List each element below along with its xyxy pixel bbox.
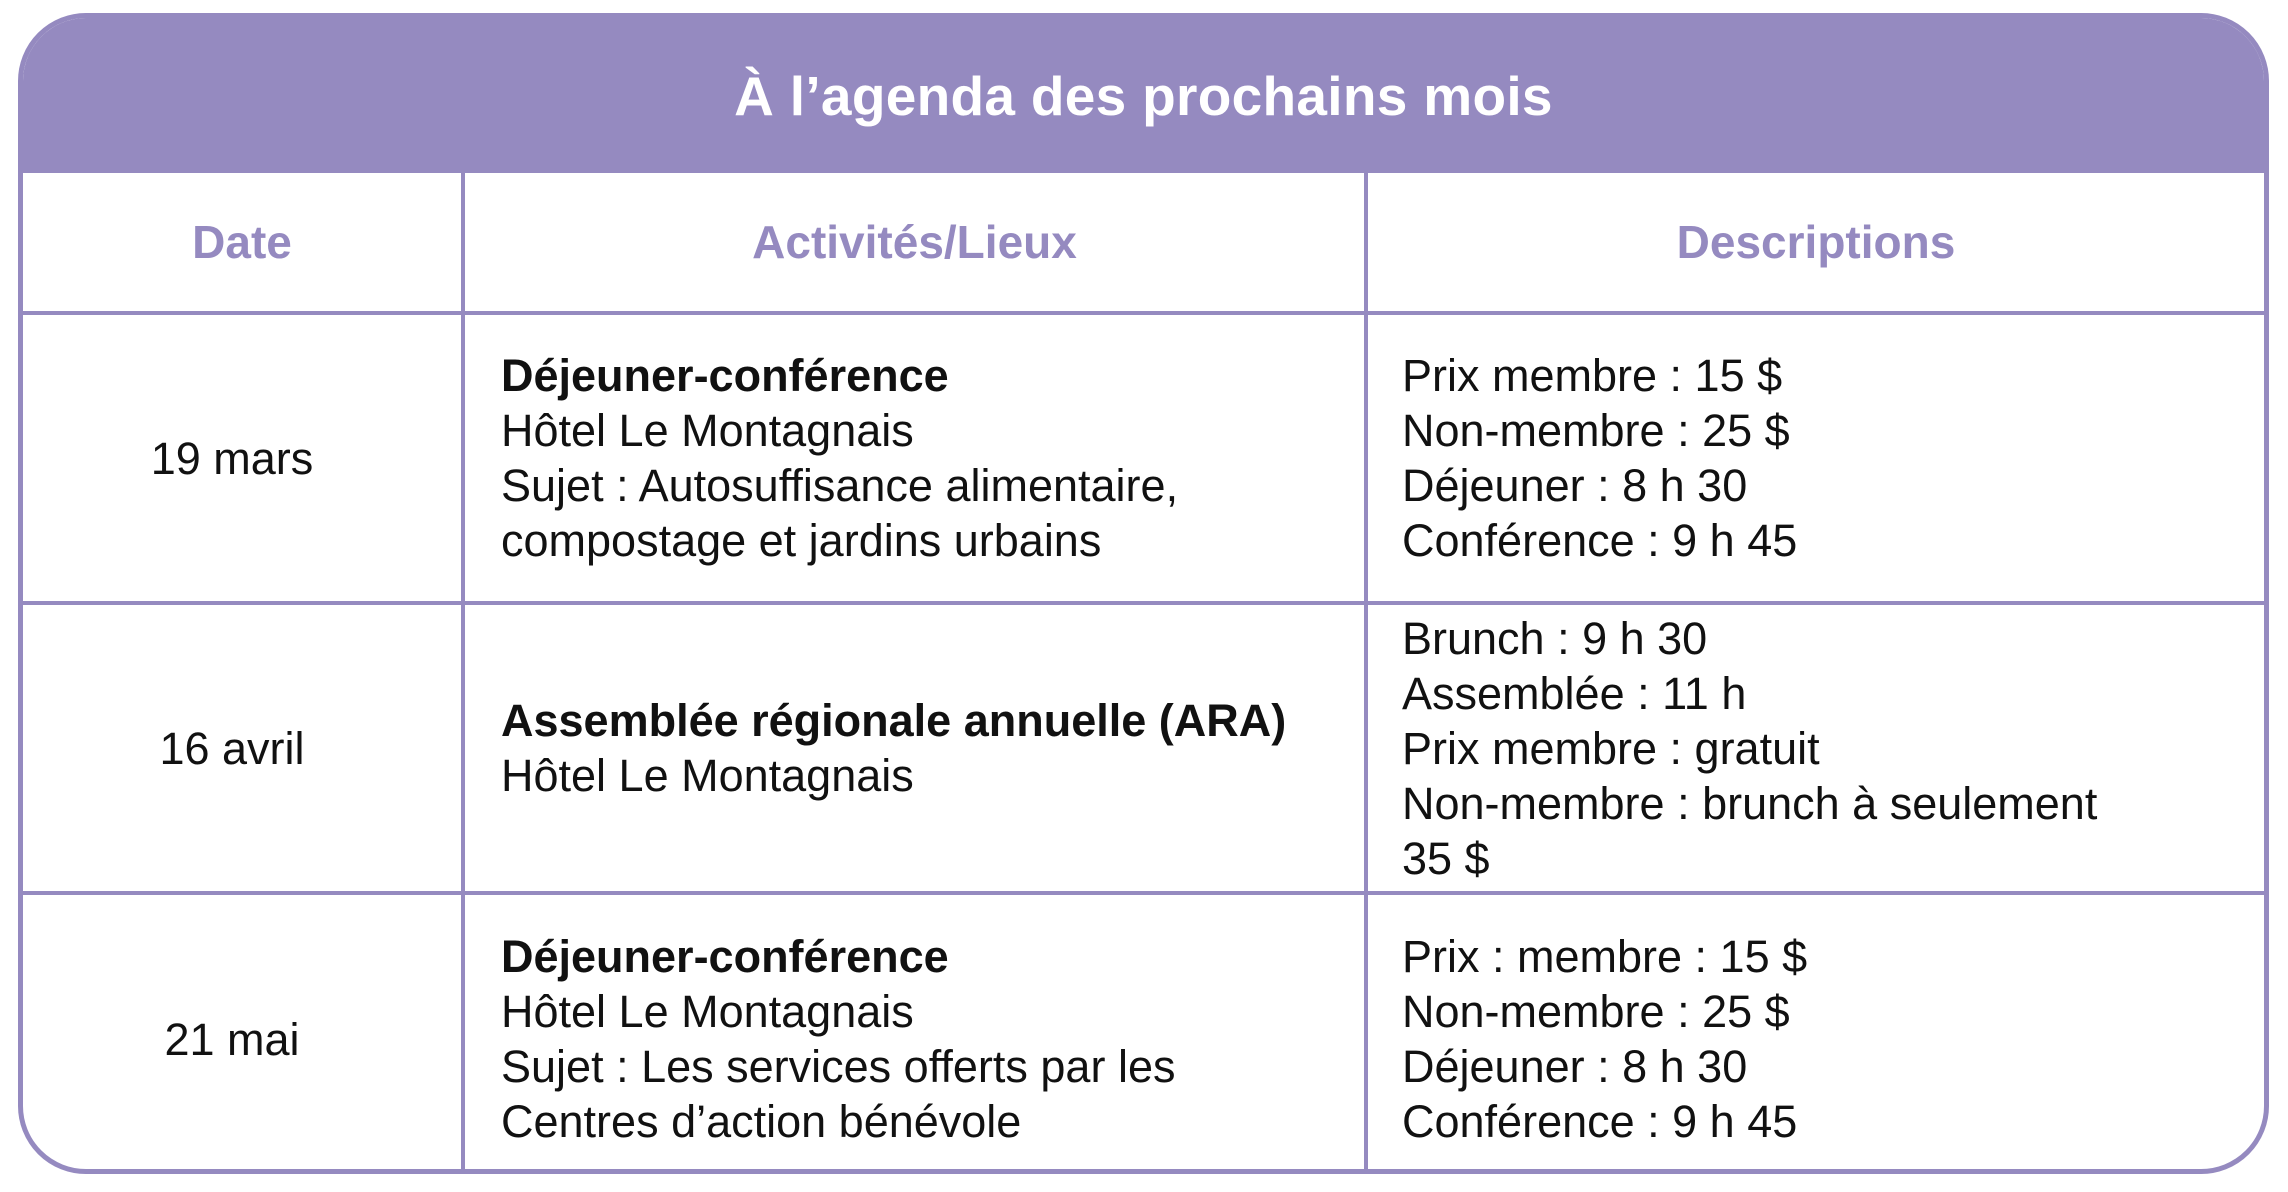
agenda-card <box>18 13 2269 1174</box>
description-line: Déjeuner : 8 h 30 <box>1402 460 1748 511</box>
description-line: Non-membre : 25 $ <box>1402 986 1790 1037</box>
activity-line: Hôtel Le Montagnais <box>501 405 914 456</box>
header-row <box>23 173 2264 313</box>
activity-line: Sujet : Autosuffisance alimentaire, <box>501 460 1179 511</box>
row-activity <box>463 313 1366 603</box>
row-activity <box>463 893 1366 1174</box>
row-description <box>1366 603 2264 893</box>
table-row <box>23 603 2264 893</box>
header-activities: Activités/Lieux <box>463 173 1366 313</box>
activity-line: compostage et jardins urbains <box>501 515 1102 566</box>
description-line: Prix membre : 15 $ <box>1402 350 1783 401</box>
row-date: 19 mars <box>23 313 463 603</box>
row-date: 21 mai <box>23 893 463 1174</box>
header-date: Date <box>23 173 463 313</box>
row-date: 16 avril <box>23 603 463 893</box>
header-descriptions: Descriptions <box>1366 173 2264 313</box>
description-line: Prix : membre : 15 $ <box>1402 931 1808 982</box>
description-line: Déjeuner : 8 h 30 <box>1402 1041 1748 1092</box>
activity-title: Déjeuner-conférence <box>501 931 949 982</box>
table-row <box>23 893 2264 1174</box>
description-line: Conférence : 9 h 45 <box>1402 1096 1798 1147</box>
description-line: Brunch : 9 h 30 <box>1402 612 1708 664</box>
agenda-title: À l’agenda des prochains mois <box>23 18 2264 173</box>
row-description <box>1366 893 2264 1174</box>
row-activity <box>463 603 1366 893</box>
description-line: Assemblée : 11 h <box>1402 667 1747 719</box>
table-row <box>23 313 2264 603</box>
description-line: Non-membre : brunch à seulement <box>1402 777 2098 829</box>
activity-line: Hôtel Le Montagnais <box>501 986 914 1037</box>
description-line: Conférence : 9 h 45 <box>1402 515 1798 566</box>
activity-line: Centres d’action bénévole <box>501 1096 1022 1147</box>
activity-title: Déjeuner-conférence <box>501 350 949 401</box>
description-line: Prix membre : gratuit <box>1402 722 1820 774</box>
row-description <box>1366 313 2264 603</box>
description-line: Non-membre : 25 $ <box>1402 405 1790 456</box>
activity-line: Hôtel Le Montagnais <box>501 750 914 801</box>
agenda-table <box>23 173 2264 1174</box>
description-line: 35 $ <box>1402 832 1490 884</box>
activity-line: Sujet : Les services offerts par les <box>501 1041 1176 1092</box>
activity-title: Assemblée régionale annuelle (ARA) <box>501 695 1287 746</box>
